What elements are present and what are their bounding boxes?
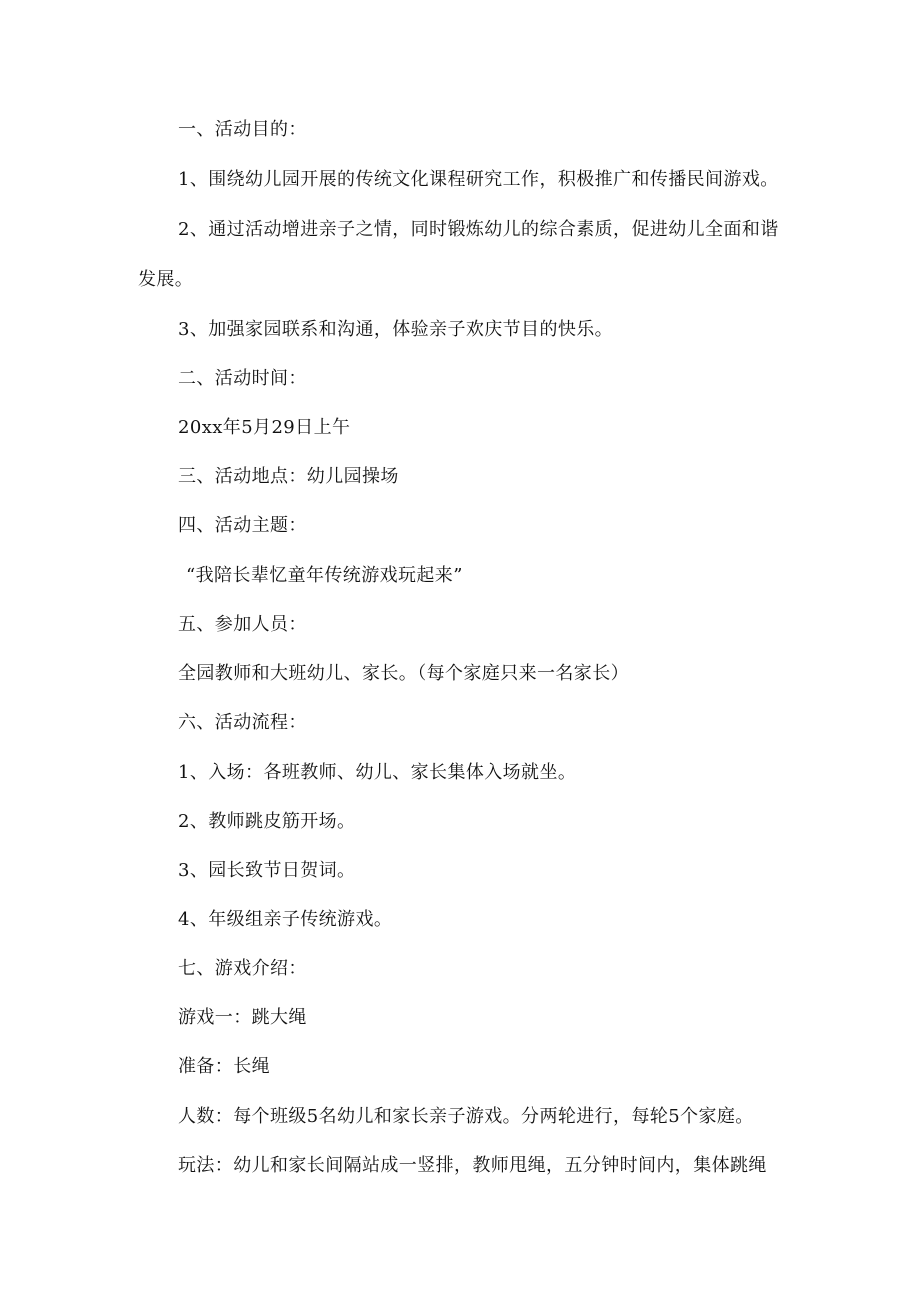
paragraph-purpose-2: 2、通过活动增进亲子之情，同时锻炼幼儿的综合素质，促进幼儿全面和谐 [178, 219, 779, 240]
heading-activity-purpose: 一、活动目的： [178, 119, 307, 140]
paragraph-flow-2: 2、教师跳皮筋开场。 [178, 811, 356, 832]
heading-participants: 五、参加人员： [178, 614, 307, 635]
heading-activity-flow: 六、活动流程： [178, 712, 307, 733]
paragraph-purpose-1: 1、围绕幼儿园开展的传统文化课程研究工作，积极推广和传播民间游戏。 [178, 169, 779, 190]
paragraph-game-1-preparation: 准备：长绳 [178, 1056, 270, 1077]
paragraph-purpose-3: 3、加强家园联系和沟通，体验亲子欢庆节目的快乐。 [178, 319, 614, 340]
paragraph-game-1-title: 游戏一：跳大绳 [178, 1007, 307, 1028]
heading-game-introduction: 七、游戏介绍： [178, 958, 307, 979]
paragraph-theme-quote: “我陪长辈忆童年传统游戏玩起来” [186, 565, 463, 586]
heading-activity-time: 二、活动时间： [178, 368, 307, 389]
paragraph-activity-date: 20xx年5月29日上午 [178, 417, 351, 438]
paragraph-flow-4: 4、年级组亲子传统游戏。 [178, 909, 393, 930]
paragraph-game-1-participants: 人数：每个班级5名幼儿和家长亲子游戏。分两轮进行，每轮5个家庭。 [178, 1106, 754, 1127]
paragraph-purpose-2-continued: 发展。 [138, 269, 194, 290]
heading-activity-location: 三、活动地点：幼儿园操场 [178, 466, 399, 487]
paragraph-flow-1: 1、入场：各班教师、幼儿、家长集体入场就坐。 [178, 762, 577, 783]
paragraph-participants: 全园教师和大班幼儿、家长。（每个家庭只来一名家长） [178, 663, 629, 684]
paragraph-game-1-rules: 玩法：幼儿和家长间隔站成一竖排，教师甩绳，五分钟时间内，集体跳绳 [178, 1155, 767, 1176]
heading-activity-theme: 四、活动主题： [178, 515, 307, 536]
paragraph-flow-3: 3、园长致节日贺词。 [178, 860, 356, 881]
